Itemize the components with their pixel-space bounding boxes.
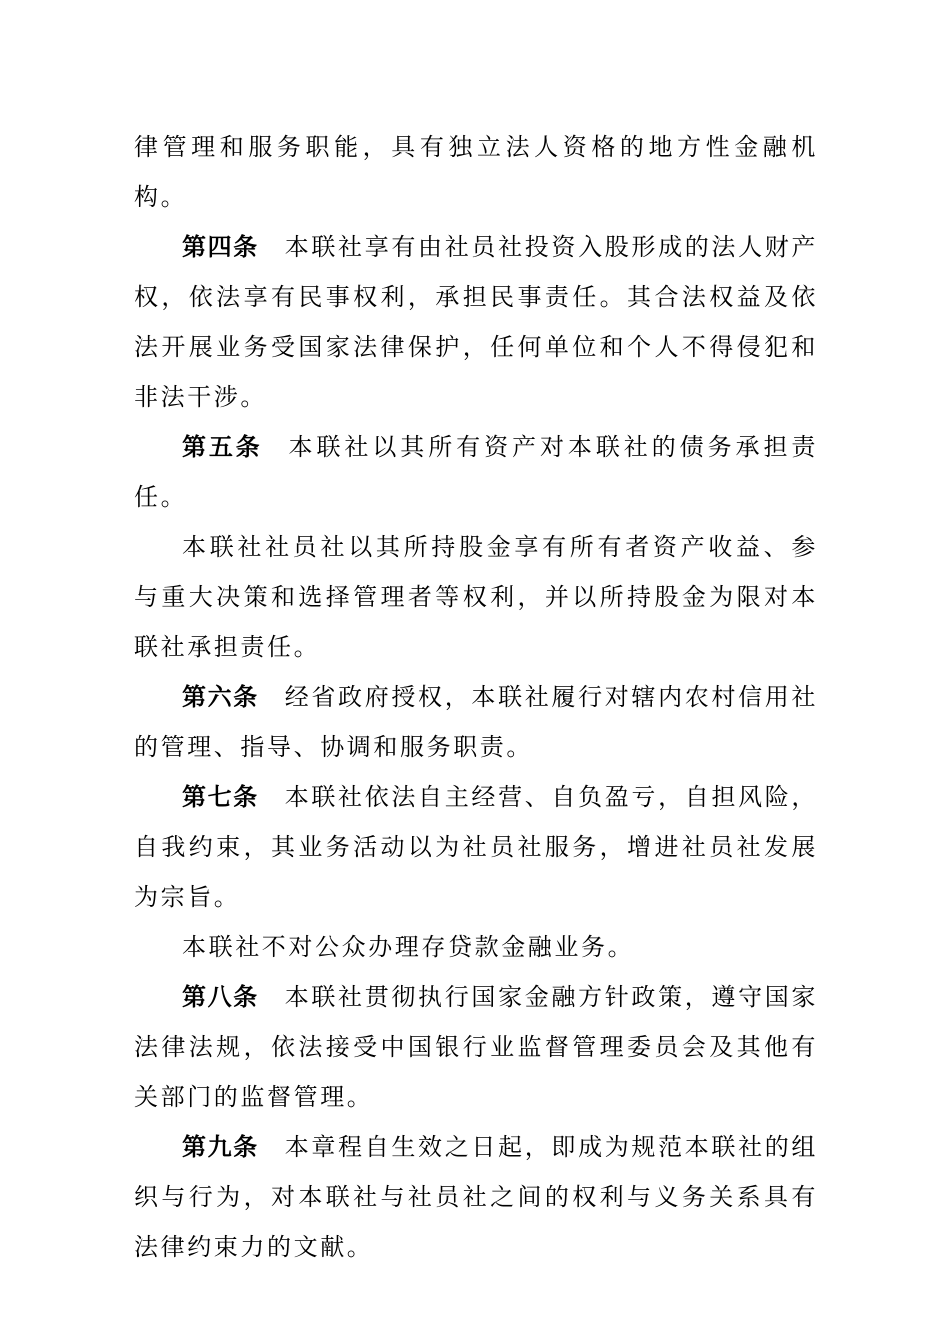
article-6 — [134, 672, 818, 772]
paragraph-text: 本联社不对公众办理存贷款金融业务。 — [182, 933, 635, 961]
article-9 — [134, 1122, 818, 1272]
article-number: 第四条 — [182, 233, 259, 261]
article-number: 第五条 — [182, 433, 263, 461]
article-7 — [134, 772, 818, 922]
paragraph-text: 本章程自生效之日起，即成为规范本联社的组织与行为，对本联社与社员社之间的权利与义务关系具有法律约束力的文献。 — [134, 1133, 819, 1261]
article-number: 第六条 — [182, 683, 259, 711]
paragraph-text: 经省政府授权，本联社履行对辖内农村信用社的管理、指导、协调和服务职责。 — [134, 683, 819, 761]
paragraph-text: 本联社依法自主经营、自负盈亏，自担风险，自我约束，其业务活动以为社员社服务，增进社员社发展为宗旨。 — [134, 783, 819, 911]
article-8 — [134, 972, 818, 1122]
paragraph-text: 本联社以其所有资产对本联社的债务承担责任。 — [134, 433, 818, 511]
article-5 — [134, 422, 818, 522]
article-number: 第七条 — [182, 783, 259, 811]
paragraph-text: 本联社社员社以其所持股金享有所有者资产收益、参与重大决策和选择管理者等权利，并以所持股金为限对本联社承担责任。 — [134, 533, 818, 661]
paragraph-text: 本联社享有由社员社投资入股形成的法人财产权，依法享有民事权利，承担民事责任。其合法权益及依法开展业务受国家法律保护，任何单位和个人不得侵犯和非法干涉。 — [134, 233, 819, 411]
article-7-clause-2 — [134, 922, 818, 972]
paragraph-text: 律管理和服务职能，具有独立法人资格的地方性金融机构。 — [134, 133, 818, 211]
paragraph-text: 本联社贯彻执行国家金融方针政策，遵守国家法律法规，依法接受中国银行业监督管理委员会及其他有关部门的监督管理。 — [134, 983, 819, 1111]
paragraph-continuation — [134, 122, 818, 222]
article-number: 第八条 — [182, 983, 259, 1011]
document-body — [134, 122, 818, 1272]
article-4 — [134, 222, 818, 422]
article-number: 第九条 — [182, 1133, 259, 1161]
article-5-clause-2 — [134, 522, 818, 672]
